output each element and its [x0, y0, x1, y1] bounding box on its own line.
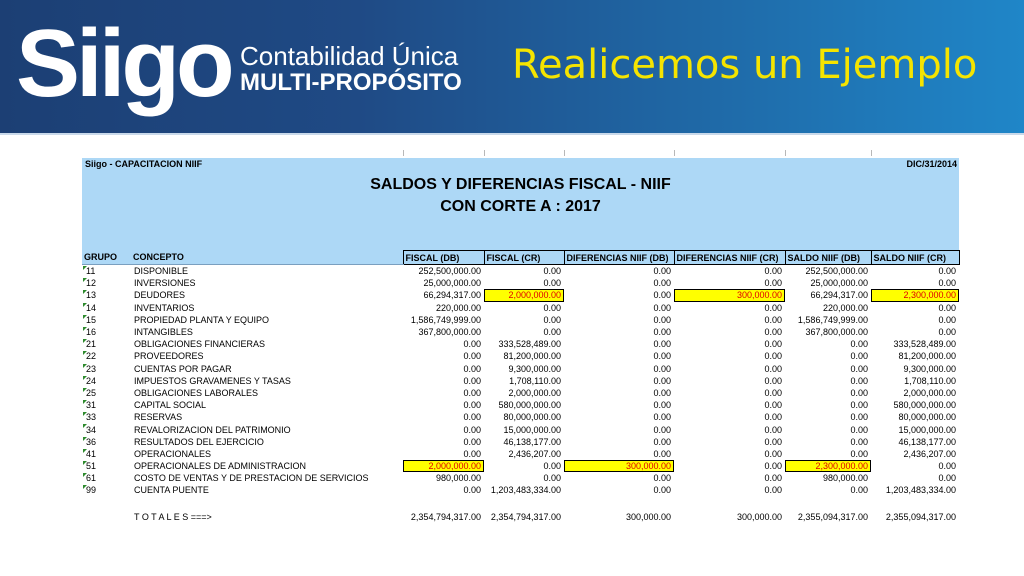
column-header-fiscal-db: FISCAL (DB) [403, 251, 484, 265]
diferencias-cr-cell: 0.00 [764, 387, 782, 398]
fiscal-db-cell: 220,000.00 [435, 302, 481, 313]
fiscal-cr-cell: 2,436,207.00 [508, 448, 561, 459]
grupo-cell: 41 [82, 448, 131, 460]
fiscal-db-cell: 1,586,749,999.00 [410, 314, 481, 325]
saldo-cr-cell: 2,300,000.00 [871, 289, 959, 301]
total-fiscal-cr: 2,354,794,317.00 [490, 512, 561, 523]
saldo-cr-cell: 2,436,207.00 [903, 448, 956, 459]
concepto-cell: RESERVAS [134, 412, 183, 423]
table-row [82, 448, 959, 460]
fiscal-db-cell: 252,500,000.00 [418, 266, 481, 277]
slide-title: Realicemos un Ejemplo [512, 42, 978, 88]
saldo-db-cell: 0.00 [850, 412, 868, 423]
report-subtitle: CON CORTE A : 2017 [440, 198, 601, 215]
concepto-cell: DEUDORES [134, 290, 186, 301]
diferencias-db-cell: 0.00 [653, 485, 671, 496]
concepto-cell: OBLIGACIONES FINANCIERAS [134, 339, 266, 350]
fiscal-db-cell: 0.00 [463, 363, 481, 374]
diferencias-db-cell: 0.00 [653, 436, 671, 447]
concepto-cell: OPERACIONALES DE ADMINISTRACION [134, 461, 307, 472]
diferencias-cr-cell: 0.00 [764, 473, 782, 484]
grupo-cell: 14 [82, 302, 131, 314]
grupo-cell: 25 [82, 387, 131, 399]
report-date: DIC/31/2014 [906, 159, 957, 169]
saldo-cr-cell: 1,203,483,334.00 [885, 485, 956, 496]
diferencias-db-cell: 0.00 [653, 363, 671, 374]
table-row [82, 460, 959, 472]
fiscal-db-cell: 2,000,000.00 [403, 460, 484, 472]
grupo-cell: 61 [82, 472, 131, 484]
total-saldo-cr: 2,355,094,317.00 [885, 512, 956, 523]
saldo-db-cell: 25,000,000.00 [810, 278, 868, 289]
concepto-cell: REVALORIZACION DEL PATRIMONIO [134, 424, 291, 435]
grupo-cell: 13 [82, 289, 131, 301]
diferencias-db-cell: 0.00 [653, 400, 671, 411]
saldo-db-cell: 2,300,000.00 [785, 460, 871, 472]
fiscal-cr-cell: 46,138,177.00 [503, 436, 561, 447]
concepto-cell: OBLIGACIONES LABORALES [134, 387, 259, 398]
diferencias-db-cell: 0.00 [653, 339, 671, 350]
fiscal-db-cell: 0.00 [463, 412, 481, 423]
table-row [82, 375, 959, 387]
fiscal-cr-cell: 80,000,000.00 [503, 412, 561, 423]
grupo-cell: 21 [82, 338, 131, 350]
saldo-db-cell: 0.00 [850, 448, 868, 459]
diferencias-db-cell: 0.00 [653, 290, 671, 301]
totals-label: T O T A L E S ===> [134, 512, 212, 523]
grupo-cell: 99 [82, 484, 131, 496]
fiscal-cr-cell: 1,203,483,334.00 [490, 485, 561, 496]
fiscal-db-cell: 980,000.00 [435, 473, 481, 484]
fiscal-cr-cell: 0.00 [543, 314, 561, 325]
saldo-db-cell: 0.00 [850, 400, 868, 411]
table-row [82, 350, 959, 362]
diferencias-cr-cell: 0.00 [764, 424, 782, 435]
diferencias-db-cell: 0.00 [653, 375, 671, 386]
diferencias-db-cell: 0.00 [653, 387, 671, 398]
saldo-cr-cell: 1,708,110.00 [904, 375, 956, 386]
fiscal-cr-cell: 0.00 [543, 461, 561, 472]
report-header [82, 158, 959, 253]
diferencias-db-cell: 300,000.00 [564, 460, 674, 472]
fiscal-db-cell: 0.00 [463, 375, 481, 386]
table-row [82, 423, 959, 435]
fiscal-cr-cell: 2,000,000.00 [508, 387, 561, 398]
diferencias-cr-cell: 0.00 [764, 461, 782, 472]
diferencias-cr-cell: 0.00 [764, 314, 782, 325]
fiscal-db-cell: 0.00 [463, 436, 481, 447]
concepto-cell: IMPUESTOS GRAVAMENES Y TASAS [134, 375, 291, 386]
fiscal-cr-cell: 0.00 [543, 278, 561, 289]
saldo-cr-cell: 0.00 [938, 314, 956, 325]
saldo-db-cell: 0.00 [850, 375, 868, 386]
grupo-cell: 24 [82, 375, 131, 387]
total-diferencias-db: 300,000.00 [625, 512, 671, 523]
table-row [82, 326, 959, 338]
table-row [82, 399, 959, 411]
concepto-cell: PROVEEDORES [134, 351, 204, 362]
diferencias-cr-cell: 0.00 [764, 363, 782, 374]
diferencias-cr-cell: 0.00 [764, 448, 782, 459]
saldo-db-cell: 0.00 [850, 485, 868, 496]
concepto-cell: COSTO DE VENTAS Y DE PRESTACION DE SERVICIOS [134, 473, 369, 484]
diferencias-db-cell: 0.00 [653, 412, 671, 423]
concepto-cell: PROPIEDAD PLANTA Y EQUIPO [134, 314, 270, 325]
diferencias-cr-cell: 0.00 [764, 412, 782, 423]
fiscal-cr-cell: 15,000,000.00 [503, 424, 561, 435]
saldo-cr-cell: 580,000,000.00 [893, 400, 956, 411]
saldo-cr-cell: 81,200,000.00 [898, 351, 956, 362]
report-title: SALDOS Y DIFERENCIAS FISCAL - NIIF [370, 176, 671, 193]
fiscal-db-cell: 0.00 [463, 387, 481, 398]
concepto-cell: INTANGIBLES [134, 327, 193, 338]
fiscal-db-cell: 0.00 [463, 424, 481, 435]
diferencias-cr-cell: 0.00 [764, 266, 782, 277]
saldo-cr-cell: 46,138,177.00 [898, 436, 956, 447]
saldo-cr-cell: 0.00 [938, 327, 956, 338]
grupo-cell: 11 [82, 265, 131, 278]
diferencias-cr-cell: 0.00 [764, 351, 782, 362]
table-row [82, 411, 959, 423]
saldo-cr-cell: 9,300,000.00 [903, 363, 956, 374]
column-header-fiscal-cr: FISCAL (CR) [484, 251, 564, 265]
fiscal-db-cell: 25,000,000.00 [423, 278, 481, 289]
diferencias-db-cell: 0.00 [653, 473, 671, 484]
grupo-cell: 33 [82, 411, 131, 423]
header-banner [0, 0, 1024, 135]
grupo-cell: 12 [82, 277, 131, 289]
fiscal-cr-cell: 2,000,000.00 [484, 289, 564, 301]
saldo-db-cell: 1,586,749,999.00 [797, 314, 868, 325]
grupo-cell: 36 [82, 436, 131, 448]
table-row [82, 387, 959, 399]
concepto-cell: RESULTADOS DEL EJERCICIO [134, 436, 264, 447]
saldo-db-cell: 0.00 [850, 351, 868, 362]
grupo-cell: 34 [82, 423, 131, 435]
fiscal-cr-cell: 333,528,489.00 [498, 339, 561, 350]
fiscal-cr-cell: 0.00 [543, 266, 561, 277]
saldo-cr-cell: 0.00 [938, 461, 956, 472]
total-diferencias-cr: 300,000.00 [736, 512, 782, 523]
diferencias-cr-cell: 0.00 [764, 375, 782, 386]
concepto-cell: CUENTAS POR PAGAR [134, 363, 232, 374]
diferencias-cr-cell: 0.00 [764, 436, 782, 447]
saldo-cr-cell: 0.00 [938, 473, 956, 484]
fiscal-db-cell: 0.00 [463, 339, 481, 350]
saldo-cr-cell: 333,528,489.00 [893, 339, 956, 350]
diferencias-db-cell: 0.00 [653, 351, 671, 362]
column-header-grupo: GRUPO [82, 251, 131, 265]
concepto-cell: CUENTA PUENTE [134, 485, 209, 496]
column-header-saldo-db: SALDO NIIF (DB) [785, 251, 871, 265]
table-row [82, 338, 959, 350]
diferencias-db-cell: 0.00 [653, 327, 671, 338]
fiscal-db-cell: 0.00 [463, 448, 481, 459]
spacer-row [82, 497, 959, 511]
diferencias-db-cell: 0.00 [653, 424, 671, 435]
fiscal-db-cell: 367,800,000.00 [418, 327, 481, 338]
concepto-cell: DISPONIBLE [134, 266, 189, 277]
saldo-cr-cell: 0.00 [938, 278, 956, 289]
balances-table [82, 250, 960, 524]
table-row [82, 436, 959, 448]
total-fiscal-db: 2,354,794,317.00 [410, 512, 481, 523]
column-header-concepto: CONCEPTO [131, 251, 403, 265]
logo-tagline-2: MULTI-PROPÓSITO [240, 69, 462, 96]
company-name: Siigo - CAPACITACION NIIF [85, 159, 203, 169]
saldo-cr-cell: 80,000,000.00 [898, 412, 956, 423]
grupo-cell: 15 [82, 314, 131, 326]
table-row [82, 289, 959, 301]
fiscal-cr-cell: 0.00 [543, 327, 561, 338]
grupo-cell: 31 [82, 399, 131, 411]
table-row [82, 265, 959, 278]
table-row [82, 484, 959, 496]
table-row [82, 363, 959, 375]
saldo-cr-cell: 0.00 [938, 302, 956, 313]
fiscal-db-cell: 0.00 [463, 400, 481, 411]
fiscal-cr-cell: 0.00 [543, 473, 561, 484]
diferencias-db-cell: 0.00 [653, 302, 671, 313]
diferencias-cr-cell: 0.00 [764, 302, 782, 313]
fiscal-cr-cell: 81,200,000.00 [503, 351, 561, 362]
column-header-saldo-cr: SALDO NIIF (CR) [871, 251, 959, 265]
saldo-cr-cell: 15,000,000.00 [898, 424, 956, 435]
table-row [82, 472, 959, 484]
fiscal-db-cell: 0.00 [463, 351, 481, 362]
concepto-cell: INVENTARIOS [134, 302, 195, 313]
fiscal-cr-cell: 580,000,000.00 [498, 400, 561, 411]
logo-tagline-1: Contabilidad Única [240, 41, 459, 71]
saldo-db-cell: 367,800,000.00 [805, 327, 868, 338]
fiscal-cr-cell: 0.00 [543, 302, 561, 313]
concepto-cell: CAPITAL SOCIAL [134, 400, 207, 411]
diferencias-cr-cell: 300,000.00 [674, 289, 785, 301]
diferencias-cr-cell: 0.00 [764, 339, 782, 350]
diferencias-cr-cell: 0.00 [764, 327, 782, 338]
saldo-cr-cell: 0.00 [938, 266, 956, 277]
saldo-db-cell: 252,500,000.00 [805, 266, 868, 277]
grupo-cell: 51 [82, 460, 131, 472]
totals-row [82, 511, 959, 524]
diferencias-db-cell: 0.00 [653, 448, 671, 459]
grupo-cell: 23 [82, 363, 131, 375]
fiscal-cr-cell: 1,708,110.00 [509, 375, 561, 386]
fiscal-cr-cell: 9,300,000.00 [508, 363, 561, 374]
siigo-logo: Siigo [16, 10, 231, 117]
grupo-cell: 22 [82, 350, 131, 362]
saldo-cr-cell: 2,000,000.00 [903, 387, 956, 398]
table-row [82, 314, 959, 326]
diferencias-cr-cell: 0.00 [764, 400, 782, 411]
concepto-cell: OPERACIONALES [134, 448, 212, 459]
diferencias-db-cell: 0.00 [653, 314, 671, 325]
saldo-db-cell: 0.00 [850, 436, 868, 447]
saldo-db-cell: 980,000.00 [822, 473, 868, 484]
diferencias-cr-cell: 0.00 [764, 485, 782, 496]
grupo-cell: 16 [82, 326, 131, 338]
saldo-db-cell: 0.00 [850, 339, 868, 350]
saldo-db-cell: 220,000.00 [822, 302, 868, 313]
column-tick-marks [82, 150, 959, 157]
saldo-db-cell: 0.00 [850, 387, 868, 398]
report-sheet [82, 150, 959, 526]
saldo-db-cell: 0.00 [850, 424, 868, 435]
diferencias-db-cell: 0.00 [653, 266, 671, 277]
diferencias-cr-cell: 0.00 [764, 278, 782, 289]
total-saldo-db: 2,355,094,317.00 [797, 512, 868, 523]
saldo-db-cell: 0.00 [850, 363, 868, 374]
fiscal-db-cell: 0.00 [463, 485, 481, 496]
saldo-db-cell: 66,294,317.00 [810, 290, 868, 301]
column-header-diferencias-db: DIFERENCIAS NIIF (DB) [564, 251, 674, 265]
table-row [82, 302, 959, 314]
table-header-row [82, 251, 959, 265]
fiscal-db-cell: 66,294,317.00 [423, 290, 481, 301]
table-row [82, 277, 959, 289]
concepto-cell: INVERSIONES [134, 278, 196, 289]
diferencias-db-cell: 0.00 [653, 278, 671, 289]
column-header-diferencias-cr: DIFERENCIAS NIIF (CR) [674, 251, 785, 265]
